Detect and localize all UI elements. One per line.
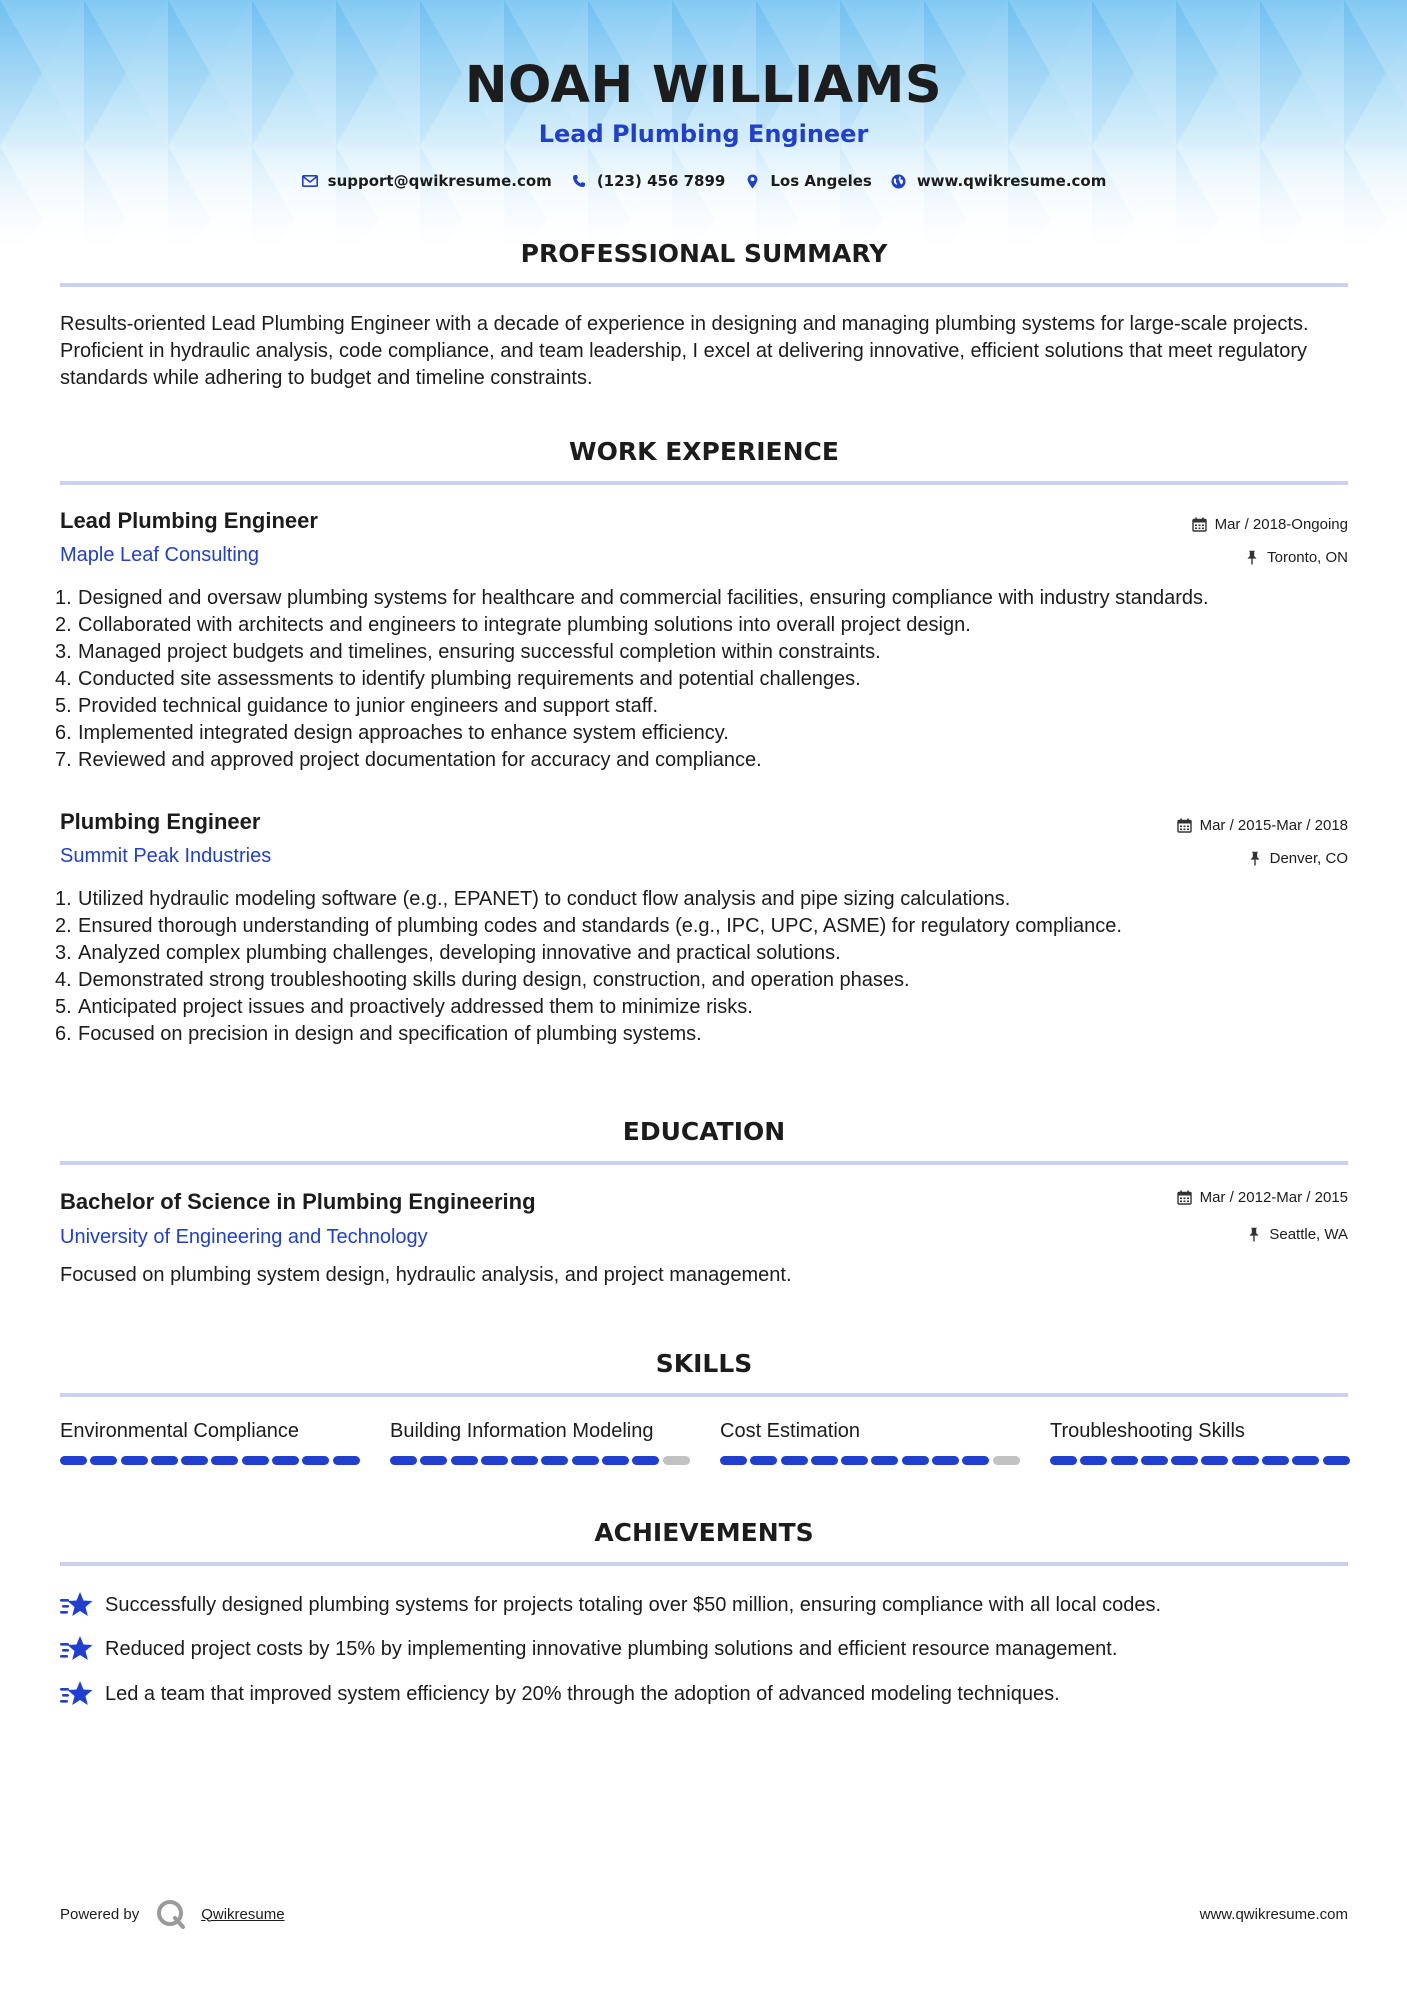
contact-location: Los Angeles <box>770 172 872 190</box>
skill-name: Building Information Modeling <box>390 1420 654 1442</box>
skill-item <box>1050 1418 1350 1465</box>
envelope-icon <box>301 172 319 190</box>
skill-level-segment-filled <box>1232 1456 1259 1465</box>
skill-level-segment-filled <box>333 1456 360 1465</box>
skill-level-segment-filled <box>1292 1456 1319 1465</box>
skill-name: Troubleshooting Skills <box>1050 1420 1245 1442</box>
list-item: 5. Provided technical guidance to junior engineers and support staff. <box>55 695 659 717</box>
skill-item <box>720 1418 1020 1465</box>
skills-list <box>60 1418 1350 1465</box>
skill-level-segment-filled <box>481 1456 508 1465</box>
skill-level-segment-filled <box>1171 1456 1198 1465</box>
section-divider <box>60 481 1348 485</box>
list-item: 4. Conducted site assessments to identify plumbing requirements and potential challenges. <box>55 668 861 690</box>
section-title-skills: SKILLS <box>655 1349 753 1378</box>
skill-level-segment-filled <box>181 1456 208 1465</box>
education-location-text: Seattle, WA <box>1269 1226 1348 1243</box>
skill-level-segment-filled <box>902 1456 929 1465</box>
list-item: 4. Demonstrated strong troubleshooting skills during design, construction, and operation phases. <box>55 969 910 991</box>
achievement-text: Led a team that improved system efficiency by 20% through the adoption of advanced modeling techniques. <box>105 1682 1060 1705</box>
job-dates <box>1177 817 1348 834</box>
skill-level-segment-filled <box>390 1456 417 1465</box>
candidate-name: NOAH WILLIAMS <box>464 56 943 115</box>
contact-bar <box>0 172 1407 190</box>
pushpin-icon <box>1247 851 1263 867</box>
powered-by-label: Powered by <box>60 1905 140 1923</box>
calendar-icon <box>1177 1190 1193 1206</box>
skill-item <box>390 1418 690 1465</box>
skill-level-segment-filled <box>451 1456 478 1465</box>
phone-icon <box>570 172 588 190</box>
skill-level-segment-filled <box>242 1456 269 1465</box>
list-item: 6. Focused on precision in design and specification of plumbing systems. <box>55 1023 702 1045</box>
skill-level-segment-filled <box>602 1456 629 1465</box>
list-item: 2. Collaborated with architects and engineers to integrate plumbing solutions into overall project design. <box>55 614 971 636</box>
education-location <box>1246 1226 1348 1243</box>
skill-level-segment-filled <box>871 1456 898 1465</box>
skill-level-segment-filled <box>750 1456 777 1465</box>
footer-powered-by <box>60 1898 285 1930</box>
skill-level-segment-filled <box>90 1456 117 1465</box>
skill-level-segment-filled <box>211 1456 238 1465</box>
list-item: 3. Analyzed complex plumbing challenges, developing innovative and practical solutions. <box>55 942 841 964</box>
list-item: 3. Managed project budgets and timelines, ensuring successful completion within constraints. <box>55 641 881 663</box>
skill-item <box>60 1418 360 1465</box>
skill-level-bar <box>390 1456 690 1465</box>
skill-level-segment-filled <box>632 1456 659 1465</box>
job-responsibilities <box>55 886 1355 1048</box>
skill-level-segment-filled <box>1141 1456 1168 1465</box>
skill-level-segment-filled <box>1080 1456 1107 1465</box>
section-divider <box>60 283 1348 287</box>
job-dates-text: Mar / 2015-Mar / 2018 <box>1199 817 1348 834</box>
pushpin-icon <box>1244 550 1260 566</box>
section-title-education: EDUCATION <box>622 1117 786 1146</box>
skill-level-segment-filled <box>420 1456 447 1465</box>
skill-level-segment-empty <box>993 1456 1020 1465</box>
education-description: Focused on plumbing system design, hydraulic analysis, and project management. <box>60 1264 792 1286</box>
summary-text: Results-oriented Lead Plumbing Engineer with a decade of experience in designing and managing plumbing systems for large-scale projects. Proficient in hydraulic analysis, code compliance, and team leadership, I excel at delivering innovative, efficient solutions that meet regulatory standards while adhering to budget and timeline constraints. <box>60 313 1309 389</box>
star-icon <box>60 1679 94 1709</box>
achievement-text: Reduced project costs by 15% by implementing innovative plumbing solutions and efficient resource management. <box>105 1637 1118 1660</box>
job-location <box>1247 850 1348 867</box>
list-item: 5. Anticipated project issues and proactively addressed them to minimize risks. <box>55 996 753 1018</box>
education-dates-text: Mar / 2012-Mar / 2015 <box>1199 1189 1348 1206</box>
calendar-icon <box>1177 818 1193 834</box>
skill-level-segment-filled <box>151 1456 178 1465</box>
contact-phone[interactable]: (123) 456 7899 <box>596 172 726 190</box>
skill-name: Environmental Compliance <box>60 1420 300 1442</box>
candidate-role: Lead Plumbing Engineer <box>538 120 869 148</box>
skill-level-segment-filled <box>962 1456 989 1465</box>
job-responsibilities <box>55 585 1355 774</box>
contact-website[interactable]: www.qwikresume.com <box>916 172 1107 190</box>
job-location <box>1244 549 1348 566</box>
skill-level-segment-filled <box>121 1456 148 1465</box>
list-item: 1. Designed and oversaw plumbing systems for healthcare and commercial facilities, ensuring compliance with industry standards. <box>55 587 1209 609</box>
pushpin-icon <box>1246 1227 1262 1243</box>
job-company: Summit Peak Industries <box>60 845 272 867</box>
skill-level-segment-filled <box>60 1456 87 1465</box>
globe-icon <box>890 172 908 190</box>
skill-level-segment-filled <box>720 1456 747 1465</box>
section-title-experience: WORK EXPERIENCE <box>569 437 839 466</box>
job-dates <box>1192 516 1348 533</box>
achievement-item <box>60 1634 1350 1664</box>
qwikresume-logo-icon <box>155 1898 187 1930</box>
list-item: 1. Utilized hydraulic modeling software (e.g., EPANET) to conduct flow analysis and pipe sizing calculations. <box>55 888 1011 910</box>
skill-level-segment-filled <box>541 1456 568 1465</box>
skill-level-segment-filled <box>781 1456 808 1465</box>
skill-level-segment-filled <box>841 1456 868 1465</box>
skill-level-segment-filled <box>1111 1456 1138 1465</box>
list-item: 2. Ensured thorough understanding of plumbing codes and standards (e.g., IPC, UPC, ASME) for regulatory compliance. <box>55 915 1122 937</box>
skill-level-segment-filled <box>932 1456 959 1465</box>
skill-level-bar <box>60 1456 360 1465</box>
skill-level-segment-filled <box>1201 1456 1228 1465</box>
job-location-text: Toronto, ON <box>1267 549 1348 566</box>
skill-level-bar <box>1050 1456 1350 1465</box>
job-title: Lead Plumbing Engineer <box>60 508 318 533</box>
section-divider <box>60 1393 1348 1397</box>
achievement-text: Successfully designed plumbing systems for projects totaling over $50 million, ensuring compliance with all local codes. <box>105 1593 1162 1616</box>
skill-level-segment-filled <box>272 1456 299 1465</box>
skill-level-segment-filled <box>302 1456 329 1465</box>
achievement-item <box>60 1590 1350 1620</box>
skill-level-segment-empty <box>663 1456 690 1465</box>
achievement-item <box>60 1679 1350 1709</box>
map-pin-icon <box>743 172 761 190</box>
skill-level-segment-filled <box>572 1456 599 1465</box>
footer-website[interactable]: www.qwikresume.com <box>1199 1906 1348 1923</box>
list-item: 6. Implemented integrated design approaches to enhance system efficiency. <box>55 722 729 744</box>
job-location-text: Denver, CO <box>1269 850 1348 867</box>
skill-level-segment-filled <box>811 1456 838 1465</box>
skill-level-segment-filled <box>1262 1456 1289 1465</box>
list-item: 7. Reviewed and approved project documentation for accuracy and compliance. <box>55 749 762 771</box>
calendar-icon <box>1192 517 1208 533</box>
star-icon <box>60 1634 94 1664</box>
education-school: University of Engineering and Technology <box>60 1226 428 1248</box>
education-dates <box>1177 1189 1348 1206</box>
education-degree: Bachelor of Science in Plumbing Engineering <box>60 1189 536 1214</box>
contact-email[interactable]: support@qwikresume.com <box>327 172 552 190</box>
skill-name: Cost Estimation <box>720 1420 861 1442</box>
job-company: Maple Leaf Consulting <box>60 544 260 566</box>
skill-level-bar <box>720 1456 1020 1465</box>
skill-level-segment-filled <box>1323 1456 1350 1465</box>
section-title-summary: PROFESSIONAL SUMMARY <box>520 239 888 268</box>
skill-level-segment-filled <box>511 1456 538 1465</box>
section-divider <box>60 1562 1348 1566</box>
skill-level-segment-filled <box>1050 1456 1077 1465</box>
star-icon <box>60 1590 94 1620</box>
qwikresume-link[interactable]: Qwikresume <box>201 1905 285 1923</box>
job-title: Plumbing Engineer <box>60 809 261 834</box>
job-dates-text: Mar / 2018-Ongoing <box>1214 516 1348 533</box>
section-divider <box>60 1161 1348 1165</box>
section-title-achievements: ACHIEVEMENTS <box>594 1518 814 1547</box>
